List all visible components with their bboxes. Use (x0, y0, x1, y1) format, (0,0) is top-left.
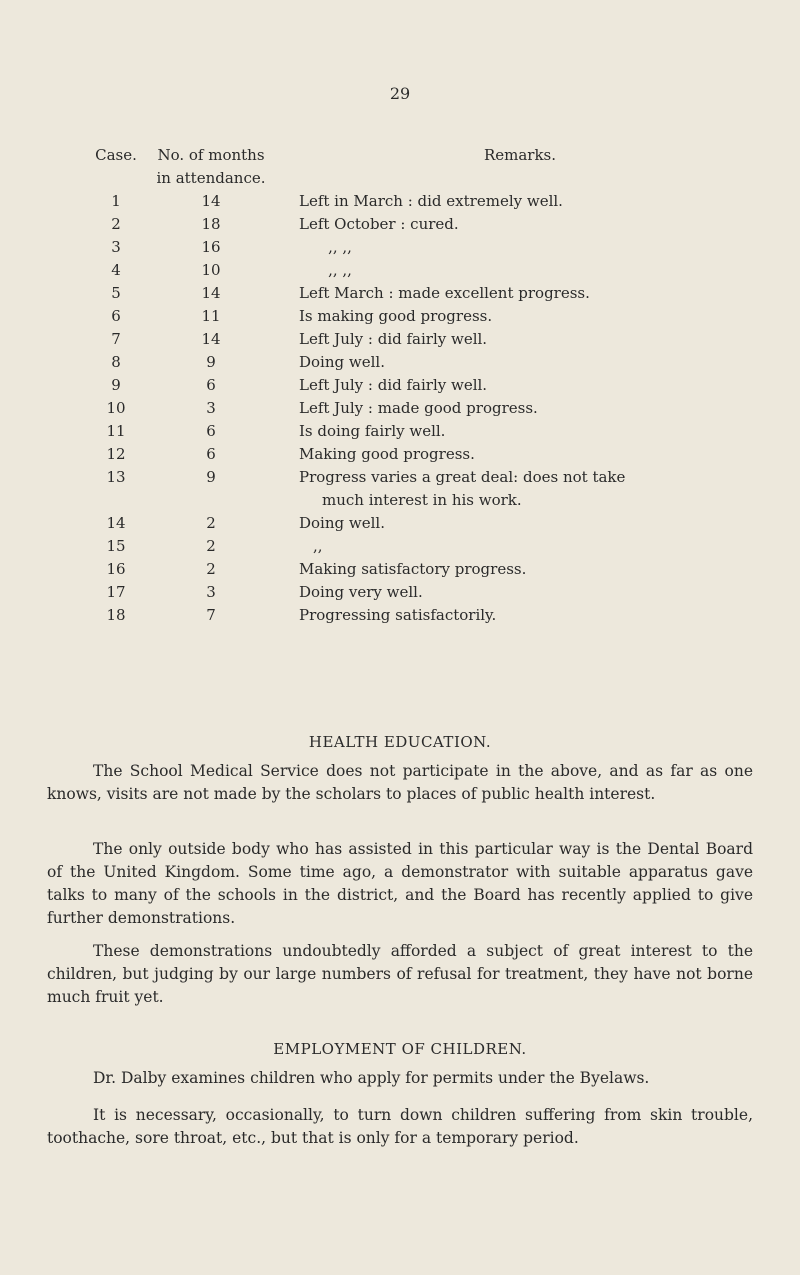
cell-months: 18 (201, 215, 221, 233)
cell-months: 11 (201, 307, 221, 325)
remark-line2: much interest in his work. (322, 491, 522, 509)
cell-months: 7 (206, 606, 216, 624)
cell-case: 13 (106, 468, 126, 486)
cell-months: 3 (206, 399, 216, 417)
employment-paragraph-1: Dr. Dalby examines children who apply for permits under the Byelaws. (93, 1069, 650, 1087)
table-row (84, 535, 741, 558)
cell-case: 18 (106, 606, 126, 624)
cell-remark: Left July : did fairly well. (299, 330, 488, 348)
cell-months: 3 (206, 583, 216, 601)
cell-remark: Left July : did fairly well. (299, 376, 488, 394)
cell-months: 9 (206, 468, 216, 486)
ditto-mark: ,, ,, (328, 261, 352, 279)
cell-remark (299, 535, 741, 558)
header-months (148, 144, 274, 190)
cell-case: 3 (111, 238, 121, 256)
cell-months: 10 (201, 261, 221, 279)
cell-months: 6 (206, 422, 216, 440)
cell-months: 2 (206, 560, 216, 578)
cell-case: 17 (106, 583, 126, 601)
table-row (84, 328, 741, 351)
table-row (84, 420, 741, 443)
cell-case: 8 (111, 353, 121, 371)
cell-case: 11 (106, 422, 126, 440)
health-paragraph-2: The only outside body who has assisted in this particular way is the Dental Board of the United Kingdom. Some time ago, a demonstrator with suitable apparatus gave talks to many of the schools in the district, and the Board has recently applied to give further demonstrations. (47, 840, 753, 927)
table-row (84, 512, 741, 535)
table-row (84, 466, 741, 512)
table-row (84, 581, 741, 604)
cell-case: 1 (111, 192, 121, 210)
cell-months: 9 (206, 353, 216, 371)
cell-remark: Is making good progress. (299, 307, 493, 325)
table-row (84, 351, 741, 374)
cell-remark (299, 236, 741, 259)
cell-remark: Doing very well. (299, 583, 423, 601)
cell-months: 6 (206, 376, 216, 394)
cell-remark: Is doing fairly well. (299, 422, 446, 440)
table-row (84, 190, 741, 213)
header-case: Case. (95, 146, 137, 164)
cell-months: 14 (201, 330, 221, 348)
cell-months: 16 (201, 238, 221, 256)
cell-case: 2 (111, 215, 121, 233)
cell-case: 5 (111, 284, 121, 302)
table-row (84, 397, 741, 420)
header-months-line1: No. of months (157, 146, 265, 164)
table-row (84, 305, 741, 328)
cell-remark: Making good progress. (299, 445, 475, 463)
cell-months: 2 (206, 537, 216, 555)
health-paragraph-3: These demonstrations undoubtedly afforded a subject of great interest to the children, but judging by our large numbers of refusal for treatment, they have not borne much fruit yet. (47, 942, 753, 1006)
table-row (84, 443, 741, 466)
table-row (84, 558, 741, 581)
cell-months: 14 (201, 192, 221, 210)
cell-remark: Left March : made excellent progress. (299, 284, 590, 302)
cell-case: 15 (106, 537, 126, 555)
cell-case: 7 (111, 330, 121, 348)
table-row (84, 282, 741, 305)
cell-months: 2 (206, 514, 216, 532)
table-header-row (84, 144, 741, 190)
cell-case: 9 (111, 376, 121, 394)
cell-remark: Left July : made good progress. (299, 399, 538, 417)
cell-case: 6 (111, 307, 121, 325)
cell-remark: Doing well. (299, 353, 385, 371)
cell-months: 14 (201, 284, 221, 302)
table-row (84, 213, 741, 236)
cell-months: 6 (206, 445, 216, 463)
cell-remark: Left in March : did extremely well. (299, 192, 563, 210)
health-paragraph-1: The School Medical Service does not participate in the above, and as far as one knows, visits are not made by the scholars to places of public health interest. (47, 762, 753, 803)
attendance-table (84, 144, 741, 627)
cell-remark: Making satisfactory progress. (299, 560, 527, 578)
header-months-line2: in attendance. (156, 169, 266, 187)
ditto-mark: ,, (313, 537, 323, 555)
header-remarks: Remarks. (483, 146, 557, 164)
employment-paragraph-2: It is necessary, occasionally, to turn down children suffering from skin trouble, toothache, sore throat, etc., but that is only for a temporary period. (47, 1106, 753, 1147)
cell-case: 12 (106, 445, 126, 463)
ditto-mark: ,, ,, (328, 238, 352, 256)
table-row (84, 236, 741, 259)
cell-case: 10 (106, 399, 126, 417)
page-number: 29 (389, 84, 411, 103)
cell-remark: Progressing satisfactorily. (299, 606, 497, 624)
table-row (84, 259, 741, 282)
cell-remark (299, 466, 741, 512)
health-education-title: HEALTH EDUCATION. (308, 733, 492, 751)
cell-remark (299, 259, 741, 282)
cell-case: 4 (111, 261, 121, 279)
remark-line1: Progress varies a great deal: does not take (299, 468, 626, 486)
header-gap (274, 144, 299, 190)
cell-remark: Doing well. (299, 514, 385, 532)
cell-case: 14 (106, 514, 126, 532)
cell-remark: Left October : cured. (299, 215, 459, 233)
table-row (84, 604, 741, 627)
employment-title: EMPLOYMENT OF CHILDREN. (273, 1040, 527, 1058)
cell-case: 16 (106, 560, 126, 578)
table-row (84, 374, 741, 397)
